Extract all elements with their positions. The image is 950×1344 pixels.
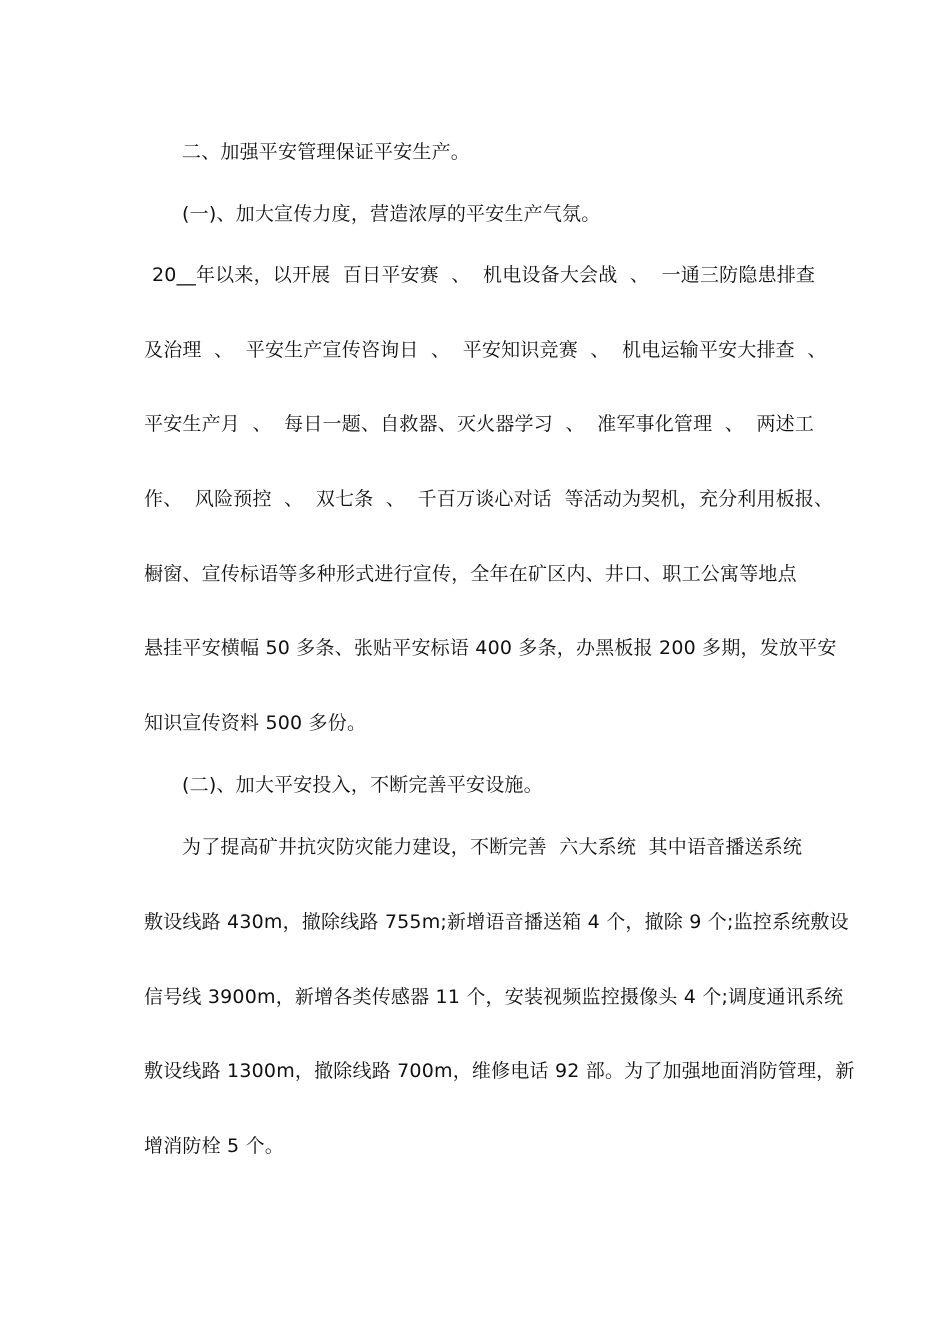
subsection-heading: (二)、加大平安投入，不断完善平安设施。 — [182, 774, 543, 796]
paragraph-line: 20__年以来，以开展 百日平安赛 、 机电设备大会战 、 一通三防隐患排查 — [152, 264, 816, 286]
paragraph-line: 橱窗、宣传标语等多种形式进行宣传，全年在矿区内、井口、职工公寓等地点 — [144, 563, 797, 585]
paragraph-line: 及治理 、 平安生产宣传咨询日 、 平安知识竞赛 、 机电运输平安大排查 、 — [144, 339, 827, 361]
paragraph-line: 敷设线路 1300m，撤除线路 700m，维修电话 92 部。为了加强地面消防管理，新 — [144, 1060, 855, 1082]
paragraph-line: 平安生产月 、 每日一题、自救器、灭火器学习 、 准军事化管理 、 两述工 — [144, 413, 815, 435]
paragraph-line: 悬挂平安横幅 50 多条、张贴平安标语 400 多条，办黑板报 200 多期，发放平安 — [144, 637, 837, 659]
paragraph-line: 知识宣传资料 500 多份。 — [144, 712, 367, 734]
paragraph-line: 敷设线路 430m，撤除线路 755m;新增语音播送箱 4 个，撤除 9 个;监控系统敷设 — [144, 911, 849, 933]
paragraph-line: 为了提高矿井抗灾防灾能力建设，不断完善 六大系统 其中语音播送系统 — [182, 836, 803, 858]
paragraph-line: 信号线 3900m，新增各类传感器 11 个，安装视频监控摄像头 4 个;调度通讯系统 — [144, 986, 844, 1008]
paragraph-line: 作、 风险预控 、 双七条 、 千百万谈心对话 等活动为契机，充分利用板报、 — [144, 488, 834, 510]
section-heading: 二、加强平安管理保证平安生产。 — [182, 141, 471, 163]
paragraph-line: 增消防栓 5 个。 — [144, 1135, 284, 1157]
subsection-heading: (一)、加大宣传力度，营造浓厚的平安生产气氛。 — [182, 203, 601, 225]
